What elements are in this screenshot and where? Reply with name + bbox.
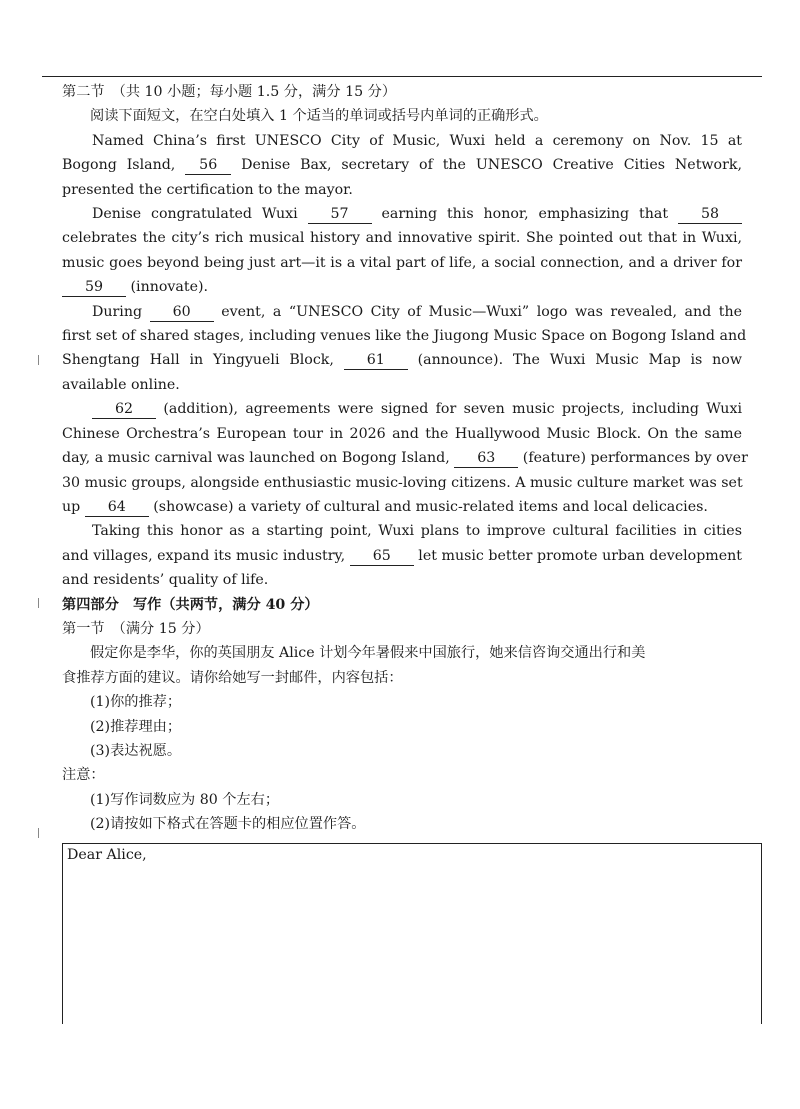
p4-line5: up 64 (showcase) a variety of cultural and music-related items and local delicacies. xyxy=(62,498,708,515)
blank-57[interactable]: 57 xyxy=(308,205,372,224)
p3-line4: available online. xyxy=(62,376,180,393)
p3-line1: During 60 event, a “UNESCO City of Music—Wuxi” logo was revealed, and the xyxy=(92,303,743,320)
p4-line1: 62 (addition), agreements were signed for seven music projects, including Wuxi xyxy=(62,397,742,421)
blank-64[interactable]: 64 xyxy=(85,498,149,517)
top-rule xyxy=(42,76,762,77)
p1-line2: Bogong Island, 56 Denise Bax, secretary of the UNESCO Creative Cities Network, xyxy=(62,157,742,174)
note-2: (2)请按如下格式在答题卡的相应位置作答。 xyxy=(90,816,366,833)
p2-line2: celebrates the city’s rich musical history and innovative spirit. She pointed out that in Wuxi, xyxy=(62,230,742,247)
blank-62[interactable]: 62 xyxy=(92,400,156,419)
part4-sub-header: 第一节 （满分 15 分） xyxy=(62,620,210,637)
blank-56[interactable]: 56 xyxy=(185,156,231,175)
prompt-item-1: (1)你的推荐； xyxy=(90,694,182,711)
answer-box[interactable] xyxy=(62,843,762,1024)
note-1: (1)写作词数应为 80 个左右； xyxy=(90,791,280,808)
blank-63[interactable]: 63 xyxy=(454,449,518,468)
p1-line1: Named China’s first UNESCO City of Music, Wuxi held a ceremony on Nov. 15 at xyxy=(92,132,742,149)
section2-header: 第二节 （共 10 小题；每小题 1.5 分，满分 15 分） xyxy=(62,84,397,100)
blank-60[interactable]: 60 xyxy=(150,303,214,322)
margin-mark xyxy=(38,828,39,838)
p5-line3: and residents’ quality of life. xyxy=(62,572,269,589)
p2-line4: 59 (innovate). xyxy=(62,275,742,299)
part4-header: 第四部分 写作（共两节，满分 40 分） xyxy=(62,596,319,613)
p4-line3: day, a music carnival was launched on Bogong Island, 63 (feature) performances by over xyxy=(62,450,748,467)
p1-line3: presented the certification to the mayor. xyxy=(62,181,353,198)
blank-58[interactable]: 58 xyxy=(678,205,742,224)
blank-61[interactable]: 61 xyxy=(344,351,408,370)
p4-line4: 30 music groups, alongside enthusiastic music-loving citizens. A music culture market was set xyxy=(62,474,743,491)
p5-line2: and villages, expand its music industry, 65 let music better promote urban development xyxy=(62,547,742,564)
p4-line2: Chinese Orchestra’s European tour in 2026 and the Huallywood Music Block. On the same xyxy=(62,425,742,442)
p2-line1: Denise congratulated Wuxi 57 earning this honor, emphasizing that 58 xyxy=(62,202,742,226)
prompt-item-2: (2)推荐理由； xyxy=(90,718,182,735)
p3-line2: first set of shared stages, including venues like the Jiugong Music Space on Bogong Island and xyxy=(62,328,747,345)
p2-line3: music goes beyond being just art—it is a vital part of life, a social connection, and a driver for xyxy=(62,254,742,271)
writing-prompt-line2: 食推荐方面的建议。请你给她写一封邮件，内容包括： xyxy=(62,669,403,686)
section2-instruction: 阅读下面短文，在空白处填入 1 个适当的单词或括号内单词的正确形式。 xyxy=(90,108,548,125)
exam-page xyxy=(62,80,748,837)
note-label: 注意： xyxy=(62,767,105,784)
margin-mark xyxy=(38,355,39,365)
p5-line1: Taking this honor as a starting point, Wuxi plans to improve cultural facilities in cities xyxy=(92,523,742,540)
blank-65[interactable]: 65 xyxy=(350,547,414,566)
writing-prompt-line1: 假定你是李华，你的英国朋友 Alice 计划今年暑假来中国旅行，她来信咨询交通出行和美 xyxy=(90,645,646,662)
p3-line3: Shengtang Hall in Yingyueli Block, 61 (announce). The Wuxi Music Map is now xyxy=(62,352,742,369)
blank-59[interactable]: 59 xyxy=(62,278,126,297)
prompt-item-3: (3)表达祝愿。 xyxy=(90,742,182,759)
margin-mark xyxy=(38,598,39,608)
greeting: Dear Alice, xyxy=(67,847,147,863)
